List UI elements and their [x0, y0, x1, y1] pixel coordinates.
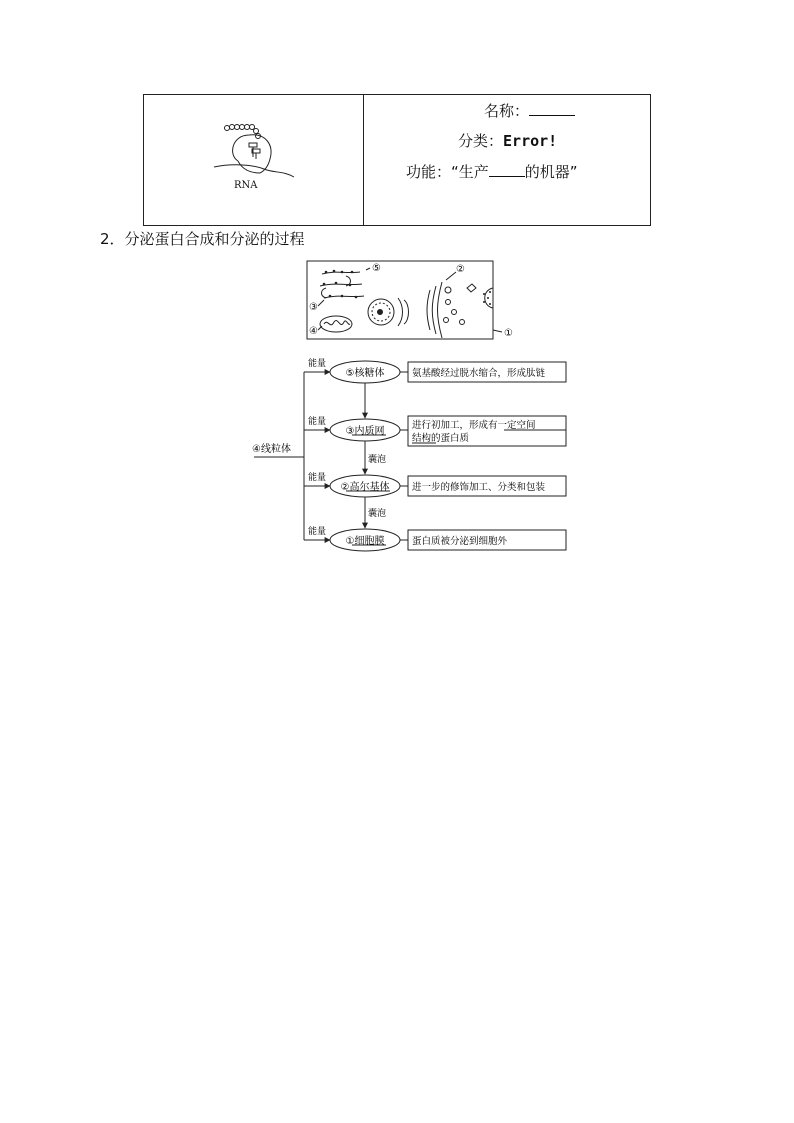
marker-5: ⑤: [372, 263, 381, 274]
ribosome-table: [143, 94, 651, 226]
desc-ribosome: 氨基酸经过脱水缩合，形成肽链: [412, 368, 546, 379]
function-line: [406, 161, 578, 182]
marker-2: ②: [456, 264, 465, 275]
cell-diagram: [306, 260, 522, 344]
energy-label-3: 能量: [308, 473, 327, 483]
desc-membrane: 蛋白质被分泌到细胞外: [412, 536, 508, 547]
rna-label: RNA: [234, 180, 258, 191]
desc-er-line2: 结构的蛋白质: [412, 433, 470, 444]
vesicle-label-2: 囊泡: [368, 509, 387, 519]
marker-1: ①: [504, 328, 513, 339]
category-line: [458, 130, 557, 151]
marker-3: ③: [309, 302, 318, 313]
desc-er-line1: 进行初加工，形成有一定空间: [412, 420, 536, 431]
energy-label-2: 能量: [308, 417, 327, 427]
organelle-ribosome: ⑤核糖体: [345, 368, 385, 379]
name-label: 名称：: [484, 102, 530, 120]
flow-source: ④线粒体: [252, 444, 291, 455]
desc-golgi: 进一步的修饰加工、分类和包装: [412, 482, 546, 493]
organelle-er: ③内质网: [345, 426, 385, 437]
energy-label-4: 能量: [308, 527, 327, 537]
vesicle-label-1: 囊泡: [368, 455, 387, 465]
name-line: [484, 100, 575, 121]
function-suffix: 的机器”: [524, 163, 578, 181]
energy-label-1: 能量: [308, 359, 327, 369]
name-blank: [529, 101, 575, 116]
category-error: Error!: [503, 132, 558, 150]
organelle-golgi: ②高尔基体: [340, 482, 390, 493]
ribosome-info: [364, 95, 652, 225]
organelle-membrane: ①细胞膜: [345, 536, 385, 547]
secretion-flowchart: [250, 350, 580, 560]
function-blank: [489, 162, 525, 177]
function-prefix: 功能：“生产: [406, 163, 489, 181]
section-heading: 2．分泌蛋白合成和分泌的过程: [100, 230, 305, 248]
marker-4: ④: [309, 326, 318, 337]
category-label: 分类：: [458, 132, 504, 150]
